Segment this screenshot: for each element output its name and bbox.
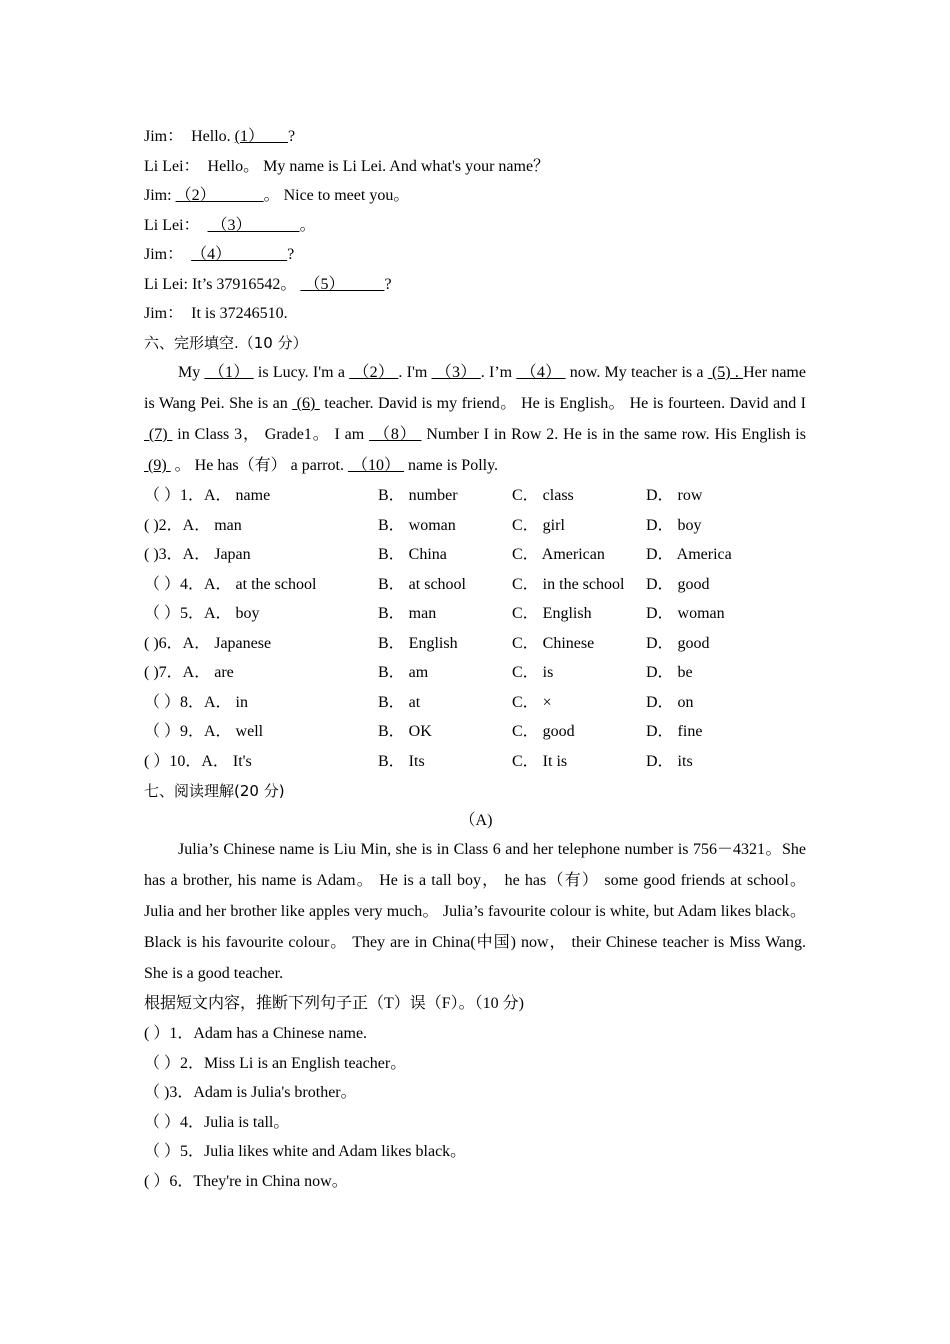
question-row <box>144 752 808 772</box>
dialogue-text <box>183 246 191 263</box>
tf-statement: （ )3．Adam is Julia's brother。 <box>144 1084 357 1101</box>
dialogue-line <box>144 216 316 236</box>
question-option: B． man <box>378 605 437 622</box>
question-option: B． English <box>378 634 458 652</box>
answer-blank: （5） <box>300 276 385 293</box>
dialogue-text: Hello. <box>183 128 235 145</box>
passage-text: . I'm <box>398 364 432 381</box>
cloze-blank: （10） <box>347 457 404 474</box>
dialogue-text: It is 37246510. <box>183 305 288 322</box>
dialogue-text: ? <box>384 276 392 293</box>
question-option: D． America <box>646 546 732 563</box>
passage-text: now. My teacher is a <box>565 364 708 381</box>
question-option-a: ( )6．A． Japanese <box>144 634 272 652</box>
dialogue-text: 。 Nice to meet you。 <box>263 187 410 204</box>
cloze-blank: （1） <box>204 364 254 381</box>
section-heading: 七、阅读理解(20 分) <box>144 782 285 800</box>
dialogue-line <box>144 275 392 295</box>
question-option-a: （ ）1．A． name <box>144 487 271 504</box>
question-option: D． good <box>646 634 710 652</box>
tf-statement: ( ）6．They're in China now。 <box>144 1172 348 1190</box>
tf-statement: （ ）2．Miss Li is an English teacher。 <box>144 1054 407 1072</box>
question-row <box>144 722 808 742</box>
question-option: C． in the school <box>512 575 625 593</box>
question-option-a: ( )2．A． man <box>144 516 242 534</box>
question-option-a: ( )3．A． Japan <box>144 546 251 563</box>
passage-text: . I’m <box>480 364 517 381</box>
question-row <box>144 693 808 713</box>
answer-blank: （2） <box>175 187 264 204</box>
passage-text: name is Polly. <box>403 457 499 474</box>
question-row <box>144 663 808 683</box>
tf-statement: （ ）5．Julia likes white and Adam likes black。 <box>144 1143 467 1160</box>
dialogue-text <box>200 217 208 234</box>
question-option: B． Its <box>378 752 425 770</box>
question-option: B． woman <box>378 516 456 534</box>
question-option: D． boy <box>646 516 702 534</box>
question-option: C． class <box>512 487 574 504</box>
question-option-a: （ ）4．A． at the school <box>144 575 317 593</box>
question-option: C． good <box>512 723 575 740</box>
cloze-blank: （4） <box>516 364 566 381</box>
cloze-blank: （8） <box>369 426 422 443</box>
question-option: B． OK <box>378 723 432 740</box>
question-row <box>144 516 808 536</box>
cloze-blank: （3） <box>431 364 481 381</box>
dialogue-line <box>144 304 288 324</box>
passage-text: is Lucy. I'm a <box>253 364 350 381</box>
question-option-a: （ ）5．A． boy <box>144 605 260 622</box>
reading-passage: Julia’s Chinese name is Liu Min, she is in Class 6 and her telephone number is 756－4321。She has a brother, his name is Adam。 He is a tall boy， he has（有） some good friends at school。 Julia and her brother like apples very much。 Julia’s favourite colour is white, but Adam likes black。 Black is his favourite colour。 They are in China(中国) now， their Chinese teacher is Miss Wang. She is a good teacher. <box>144 841 807 982</box>
section-heading: 六、完形填空.（10 分） <box>144 334 308 352</box>
question-option: C． English <box>512 605 592 622</box>
question-option-a: ( ）10．A． It's <box>144 752 252 770</box>
question-option-a: （ ）8．A． in <box>144 693 249 711</box>
cloze-blank: (9) <box>144 457 171 474</box>
dialogue-text: Hello。 My name is Li Lei. And what's your name？ <box>199 158 550 175</box>
dialogue-text: It’s 37916542。 <box>187 276 301 293</box>
cloze-passage <box>144 357 806 481</box>
speaker: Li Lei： <box>144 158 200 175</box>
dialogue-text: 。 <box>299 217 316 234</box>
passage-text: in Class 3， Grade1。 I am <box>172 426 370 443</box>
answer-blank: (1） <box>234 128 289 145</box>
question-option: B． am <box>378 664 429 681</box>
question-option: D． woman <box>646 605 725 622</box>
passage-text: My <box>178 364 205 381</box>
question-row <box>144 486 808 506</box>
question-option: C． American <box>512 546 605 563</box>
question-option: C． is <box>512 664 554 681</box>
cloze-blank: (7) <box>144 426 173 443</box>
instruction: 根据短文内容，推断下列句子正（T）误（F）。（10 分) <box>144 995 525 1012</box>
speaker: Jim： <box>144 305 184 322</box>
cloze-blank: (5) . <box>707 364 744 381</box>
question-option: D． row <box>646 487 703 504</box>
question-option-a: （ ）9．A． well <box>144 723 264 740</box>
dialogue-line <box>144 186 409 206</box>
question-row <box>144 604 808 624</box>
cloze-blank: （2） <box>349 364 399 381</box>
dialogue-line <box>144 127 295 147</box>
speaker: Jim: <box>144 187 172 204</box>
tf-statement: （ ）4．Julia is tall。 <box>144 1113 290 1131</box>
speaker: Li Lei: <box>144 276 188 293</box>
passage-text: Her name is Wang Pei. She is an <box>144 364 806 412</box>
question-option: B． China <box>378 546 447 563</box>
dialogue-text: ? <box>287 246 295 263</box>
question-option: C． It is <box>512 752 568 770</box>
passage-text: Number I in Row 2. He is in the same row. His English is <box>421 426 806 443</box>
passage-text: teacher. David is my friend。 He is English。 He is fourteen. David and I <box>319 395 807 412</box>
question-option: D． be <box>646 664 693 681</box>
passage-label: （A) <box>459 812 493 829</box>
speaker: Jim： <box>144 128 184 145</box>
question-option: C． girl <box>512 516 565 534</box>
question-option: B． at school <box>378 575 466 593</box>
answer-blank: （4） <box>191 246 288 263</box>
tf-statement: ( ）1．Adam has a Chinese name. <box>144 1025 368 1042</box>
cloze-blank: (6) <box>292 395 320 412</box>
question-option: B． at <box>378 693 421 711</box>
question-option: D． good <box>646 575 710 593</box>
question-option: D． fine <box>646 723 703 740</box>
question-row <box>144 545 808 565</box>
speaker: Jim： <box>144 246 184 263</box>
passage-text: 。 He has（有） a parrot. <box>170 457 348 474</box>
answer-blank: （3） <box>207 217 300 234</box>
question-row <box>144 575 808 595</box>
dialogue-line <box>144 245 294 265</box>
dialogue-text: ? <box>288 128 296 145</box>
question-option: D． on <box>646 693 694 711</box>
question-option: D． its <box>646 752 693 770</box>
question-option: C． Chinese <box>512 634 595 652</box>
question-row <box>144 634 808 654</box>
question-option-a: ( )7．A． are <box>144 664 234 681</box>
dialogue-line <box>144 157 549 177</box>
question-option: C． × <box>512 693 552 711</box>
question-option: B． number <box>378 487 458 504</box>
speaker: Li Lei： <box>144 217 200 234</box>
